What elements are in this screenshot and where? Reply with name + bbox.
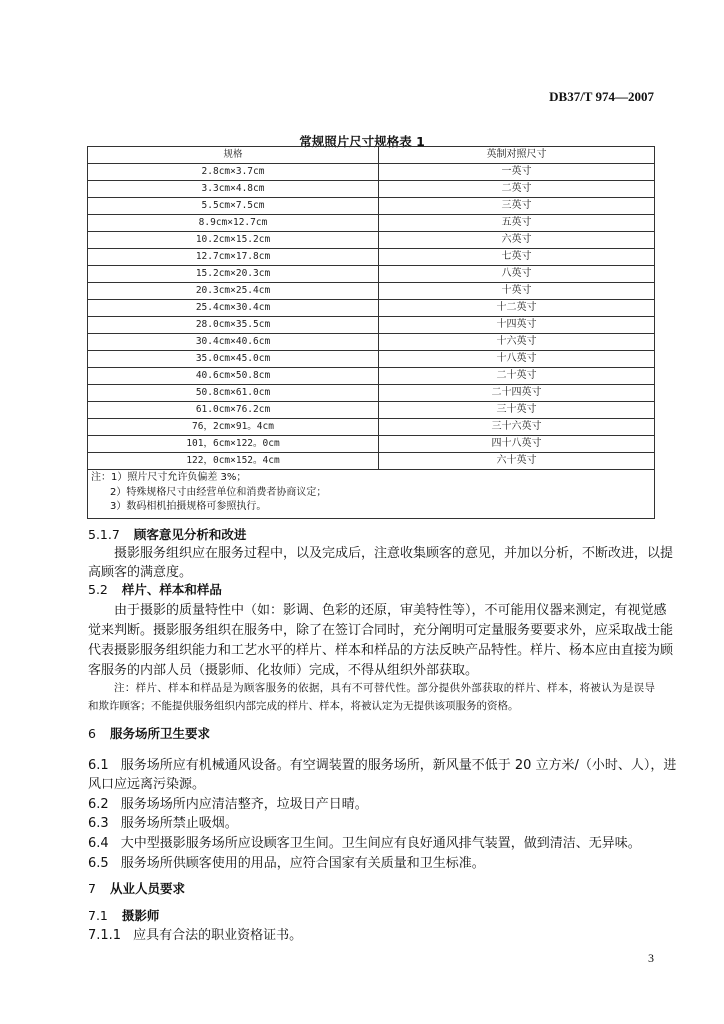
cell-spec: 25.4cm×30.4cm [88, 300, 379, 317]
heading-7 [88, 879, 185, 897]
cell-spec: 122，0cm×152。4cm [88, 453, 379, 470]
section-number: 7 [88, 881, 96, 896]
section-number: 5.2 [88, 582, 108, 597]
table-row [88, 232, 655, 249]
section-number: 7.1 [88, 908, 108, 923]
cell-imperial-size: 十英寸 [379, 283, 655, 300]
section-number: 6.5 [88, 856, 109, 871]
cell-spec: 30.4cm×40.6cm [88, 334, 379, 351]
cell-spec: 61.0cm×76.2cm [88, 402, 379, 419]
section-number: 6 [88, 726, 96, 741]
clause-6-2 [88, 793, 368, 812]
table-notes [88, 470, 655, 519]
table-row [88, 249, 655, 266]
table-note: 3）数码相机拍摄规格可参照执行。 [110, 501, 267, 512]
cell-spec: 28.0cm×35.5cm [88, 317, 379, 334]
cell-spec: 50.8cm×61.0cm [88, 385, 379, 402]
cell-imperial-size: 二十英寸 [379, 368, 655, 385]
clause-text: 大中型摄影服务场所应设顾客卫生间。卫生间应有良好通风排气装置，做到清洁、无异味。 [120, 836, 641, 851]
table-row [88, 266, 655, 283]
cell-imperial-size: 四十八英寸 [379, 436, 655, 453]
section-number: 7.1.1 [88, 928, 122, 943]
cell-imperial-size: 八英寸 [379, 266, 655, 283]
section-title: 摄影师 [121, 908, 160, 923]
cell-spec: 3.3cm×4.8cm [88, 181, 379, 198]
note-line: 注：样片、样本和样品是为顾客服务的依据，具有不可替代性。部分提供外部获取的样片、样本，将被认为是误导 [114, 682, 655, 694]
cell-spec: 8.9cm×12.7cm [88, 215, 379, 232]
clause-6-4 [88, 832, 641, 851]
table-row [88, 317, 655, 334]
clause-6-1-line [88, 754, 677, 773]
heading-5-2 [88, 580, 222, 598]
cell-imperial-size: 三英寸 [379, 198, 655, 215]
clause-7-1-1 [88, 924, 302, 943]
cell-imperial-size: 五英寸 [379, 215, 655, 232]
document-code: DB37/T 974—2007 [549, 89, 654, 104]
cell-spec: 15.2cm×20.3cm [88, 266, 379, 283]
table-row [88, 436, 655, 453]
cell-spec: 2.8cm×3.7cm [88, 164, 379, 181]
table-row [88, 334, 655, 351]
table-row [88, 385, 655, 402]
cell-imperial-size: 二英寸 [379, 181, 655, 198]
cell-spec: 5.5cm×7.5cm [88, 198, 379, 215]
paragraph-line: 风口应远离污染源。 [88, 777, 206, 792]
clause-text: 服务场所应有机械通风设备。有空调装置的服务场所，新风量不低于 20 立方米/（小时、人），进 [120, 758, 677, 773]
heading-7-1 [88, 906, 159, 924]
note-line: 和欺诈顾客；不能提供服务组织内部完成的样片、样本，将被认定为无提供该项服务的资格。 [88, 700, 519, 712]
paragraph-line: 由于摄影的质量特性中（如：影调、色彩的还原，审美特性等），不可能用仪器来测定，有视觉感 [114, 603, 667, 618]
table-row [88, 215, 655, 232]
table-row [88, 198, 655, 215]
clause-text: 服务场场所内应清洁整齐，垃圾日产日晴。 [120, 797, 368, 812]
table-note: 注：1）照片尺寸允许负偏差 3%； [91, 472, 247, 483]
clause-6-5 [88, 852, 485, 871]
heading-6 [88, 724, 210, 742]
cell-spec: 101，6cm×122。0cm [88, 436, 379, 453]
cell-imperial-size: 一英寸 [379, 164, 655, 181]
table-row [88, 419, 655, 436]
cell-imperial-size: 十四英寸 [379, 317, 655, 334]
table-row [88, 164, 655, 181]
table-row [88, 368, 655, 385]
page-number: 3 [648, 951, 654, 965]
section-title: 样片、样本和样品 [121, 582, 222, 597]
section-number: 6.2 [88, 797, 109, 812]
cell-imperial-size: 十八英寸 [379, 351, 655, 368]
section-number: 6.4 [88, 836, 109, 851]
table-notes-row [88, 470, 655, 519]
table-title: 常规照片尺寸规格表 1 [299, 134, 425, 149]
section-title: 顾客意见分析和改进 [133, 527, 247, 542]
clause-text: 服务场所供顾客使用的用品，应符合国家有关质量和卫生标准。 [120, 856, 485, 871]
cell-spec: 40.6cm×50.8cm [88, 368, 379, 385]
section-number: 5.1.7 [88, 527, 120, 542]
heading-5-1-7 [88, 525, 246, 543]
table-row [88, 351, 655, 368]
paragraph-line: 摄影服务组织应在服务过程中，以及完成后，注意收集顾客的意见，并加以分析，不断改进，以提 [114, 546, 674, 561]
table-row [88, 402, 655, 419]
section-title: 服务场所卫生要求 [109, 726, 210, 741]
cell-imperial-size: 十二英寸 [379, 300, 655, 317]
clause-text: 服务场所禁止吸烟。 [120, 816, 238, 831]
table-row [88, 300, 655, 317]
table-row [88, 181, 655, 198]
table-row [88, 453, 655, 470]
cell-imperial-size: 六英寸 [379, 232, 655, 249]
section-number: 6.3 [88, 816, 109, 831]
cell-imperial-size: 二十四英寸 [379, 385, 655, 402]
cell-imperial-size: 十六英寸 [379, 334, 655, 351]
cell-imperial-size: 三十英寸 [379, 402, 655, 419]
column-header-spec: 规格 [88, 147, 379, 164]
cell-imperial-size: 三十六英寸 [379, 419, 655, 436]
cell-imperial-size: 七英寸 [379, 249, 655, 266]
table-header-row [88, 147, 655, 164]
table-row [88, 283, 655, 300]
photo-size-table [87, 146, 655, 519]
cell-spec: 10.2cm×15.2cm [88, 232, 379, 249]
section-title: 从业人员要求 [109, 881, 185, 896]
paragraph-line: 客服务的内部人员（摄影师、化妆师）完成，不得从组织外部获取。 [88, 663, 479, 678]
cell-imperial-size: 六十英寸 [379, 453, 655, 470]
cell-spec: 12.7cm×17.8cm [88, 249, 379, 266]
cell-spec: 76，2cm×91。4cm [88, 419, 379, 436]
paragraph-line: 代表摄影服务组织能力和工艺水平的样片、样本和样品的方法反映产品特性。样片、杨本应由直接为顾 [88, 643, 674, 658]
paragraph-line: 高顾客的满意度。 [88, 565, 193, 580]
cell-spec: 35.0cm×45.0cm [88, 351, 379, 368]
table-note: 2）特殊规格尺寸由经营单位和消费者协商议定； [110, 486, 327, 498]
clause-text: 应具有合法的职业资格证书。 [133, 928, 303, 943]
paragraph-line: 觉来判断。摄影服务组织在服务中，除了在签订合同时，充分阐明可定量服务要要求外，应采取战士能 [88, 623, 674, 638]
column-header-imperial: 英制对照尺寸 [379, 147, 655, 164]
cell-spec: 20.3cm×25.4cm [88, 283, 379, 300]
clause-6-3 [88, 812, 238, 831]
section-number: 6.1 [88, 758, 109, 773]
